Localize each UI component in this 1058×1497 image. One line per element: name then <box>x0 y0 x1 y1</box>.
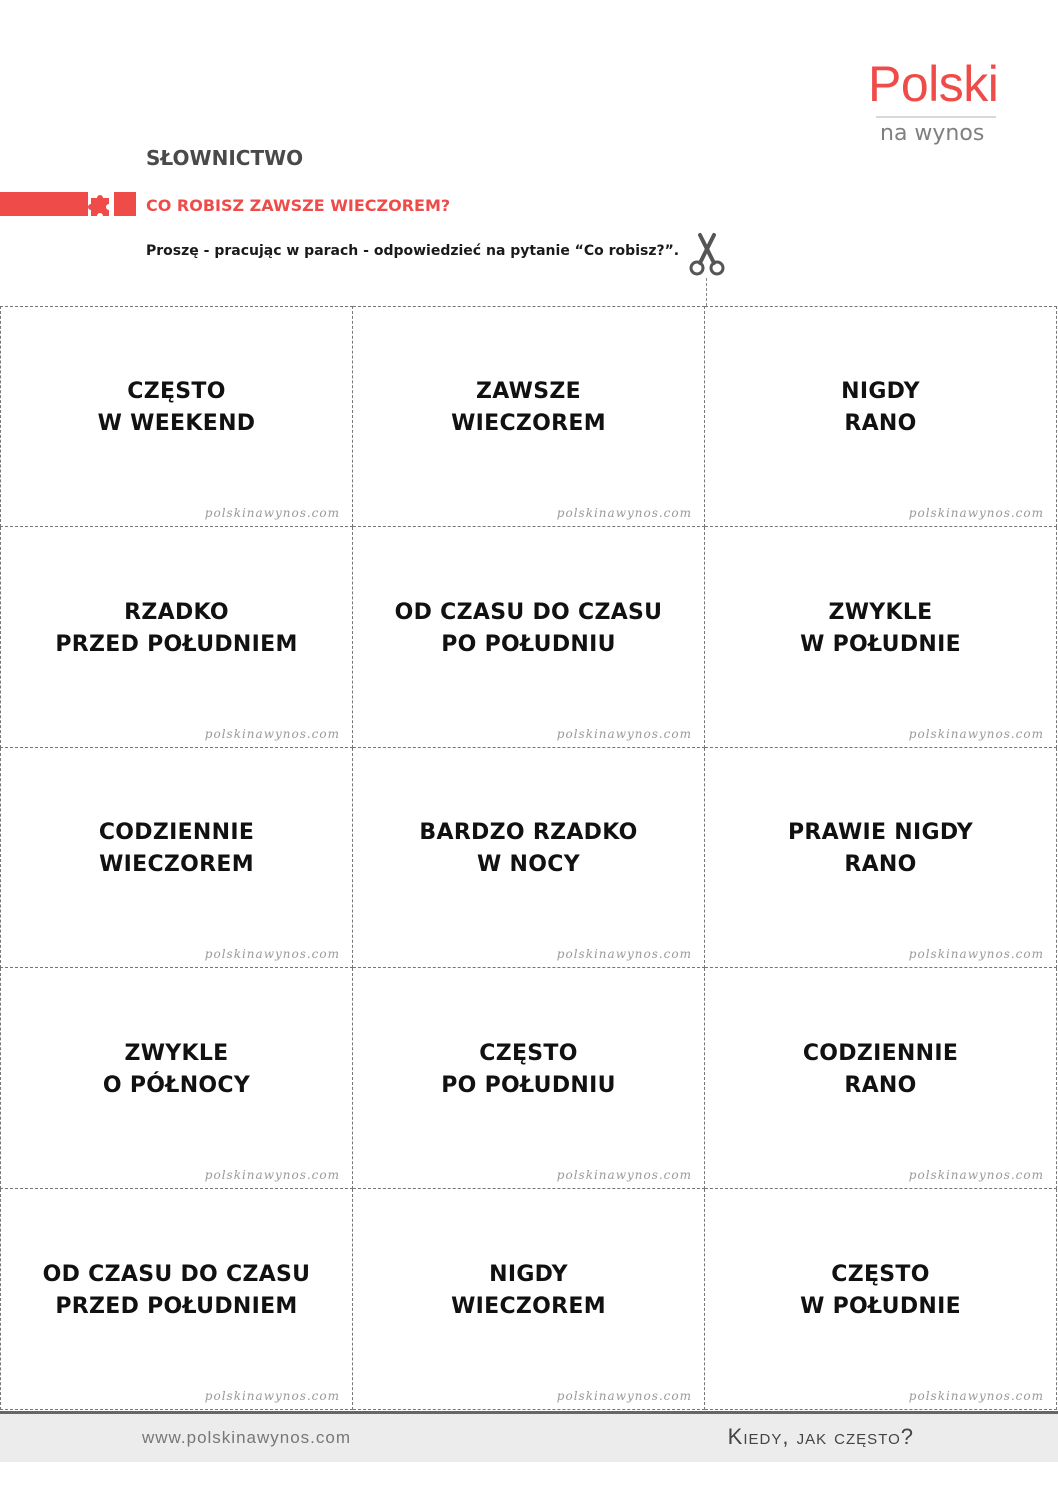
card-url: polskinawynos.com <box>204 1388 340 1403</box>
card-text: PRAWIE NIGDY RANO <box>787 820 974 878</box>
card-url: polskinawynos.com <box>556 1168 692 1183</box>
card-text: NIGDY RANO <box>841 379 920 437</box>
card <box>0 306 353 527</box>
footer-title: Kiedy, jak często? <box>727 1424 914 1449</box>
card-text: ZAWSZE WIECZOREM <box>451 379 606 437</box>
card <box>353 1189 705 1410</box>
cut-guide-line <box>706 278 707 306</box>
card <box>353 306 705 527</box>
card-text: ZWYKLE O PÓŁNOCY <box>102 1041 251 1099</box>
card-text: NIGDY WIECZOREM <box>451 1262 606 1320</box>
card-text: CODZIENNIE RANO <box>802 1041 959 1099</box>
section-label: SŁOWNICTWO <box>146 146 304 170</box>
card <box>705 527 1057 748</box>
card-url: polskinawynos.com <box>908 726 1044 741</box>
card-url: polskinawynos.com <box>908 1168 1044 1183</box>
card-url: polskinawynos.com <box>908 947 1044 962</box>
logo-sub-text: na wynos <box>880 121 985 146</box>
card <box>705 748 1057 969</box>
card <box>353 968 705 1189</box>
logo <box>860 52 1010 152</box>
card <box>705 1189 1057 1410</box>
card-url: polskinawynos.com <box>556 947 692 962</box>
card-text: CZĘSTO W POŁUDNIE <box>800 1262 961 1320</box>
card-url: polskinawynos.com <box>204 1168 340 1183</box>
card <box>0 1189 353 1410</box>
card-url: polskinawynos.com <box>204 947 340 962</box>
card-url: polskinawynos.com <box>556 505 692 520</box>
card-text: CZĘSTO PO POŁUDNIU <box>441 1041 616 1099</box>
puzzle-icon <box>88 190 116 218</box>
card <box>0 527 353 748</box>
card-text: CZĘSTO W WEEKEND <box>97 379 256 437</box>
card <box>353 748 705 969</box>
card <box>0 968 353 1189</box>
card-url: polskinawynos.com <box>204 505 340 520</box>
card-text: BARDZO RZADKO W NOCY <box>419 820 638 878</box>
card <box>705 968 1057 1189</box>
card-text: CODZIENNIE WIECZOREM <box>98 820 255 878</box>
card-url: polskinawynos.com <box>908 505 1044 520</box>
card-text: OD CZASU DO CZASU PO POŁUDNIU <box>394 599 663 657</box>
exercise-title: CO ROBISZ ZAWSZE WIECZOREM? <box>146 196 451 215</box>
card-url: polskinawynos.com <box>908 1388 1044 1403</box>
footer-url: www.polskinawynos.com <box>142 1428 352 1447</box>
accent-square <box>114 192 136 216</box>
card-text: RZADKO PRZED POŁUDNIEM <box>55 599 298 657</box>
card-text: ZWYKLE W POŁUDNIE <box>800 599 961 657</box>
logo-divider <box>876 116 996 118</box>
card <box>0 748 353 969</box>
card-url: polskinawynos.com <box>556 726 692 741</box>
accent-bar <box>0 192 88 216</box>
scissors-icon <box>688 232 726 278</box>
card-grid <box>0 306 1057 1410</box>
card-url: polskinawynos.com <box>556 1388 692 1403</box>
card <box>353 527 705 748</box>
card-text: OD CZASU DO CZASU PRZED POŁUDNIEM <box>42 1262 311 1320</box>
logo-main-text: Polski <box>868 56 999 112</box>
card <box>705 306 1057 527</box>
instruction-text: Proszę - pracując w parach - odpowiedzieć na pytanie “Co robisz?”. <box>146 243 680 259</box>
card-url: polskinawynos.com <box>204 726 340 741</box>
footer <box>0 1414 1058 1462</box>
